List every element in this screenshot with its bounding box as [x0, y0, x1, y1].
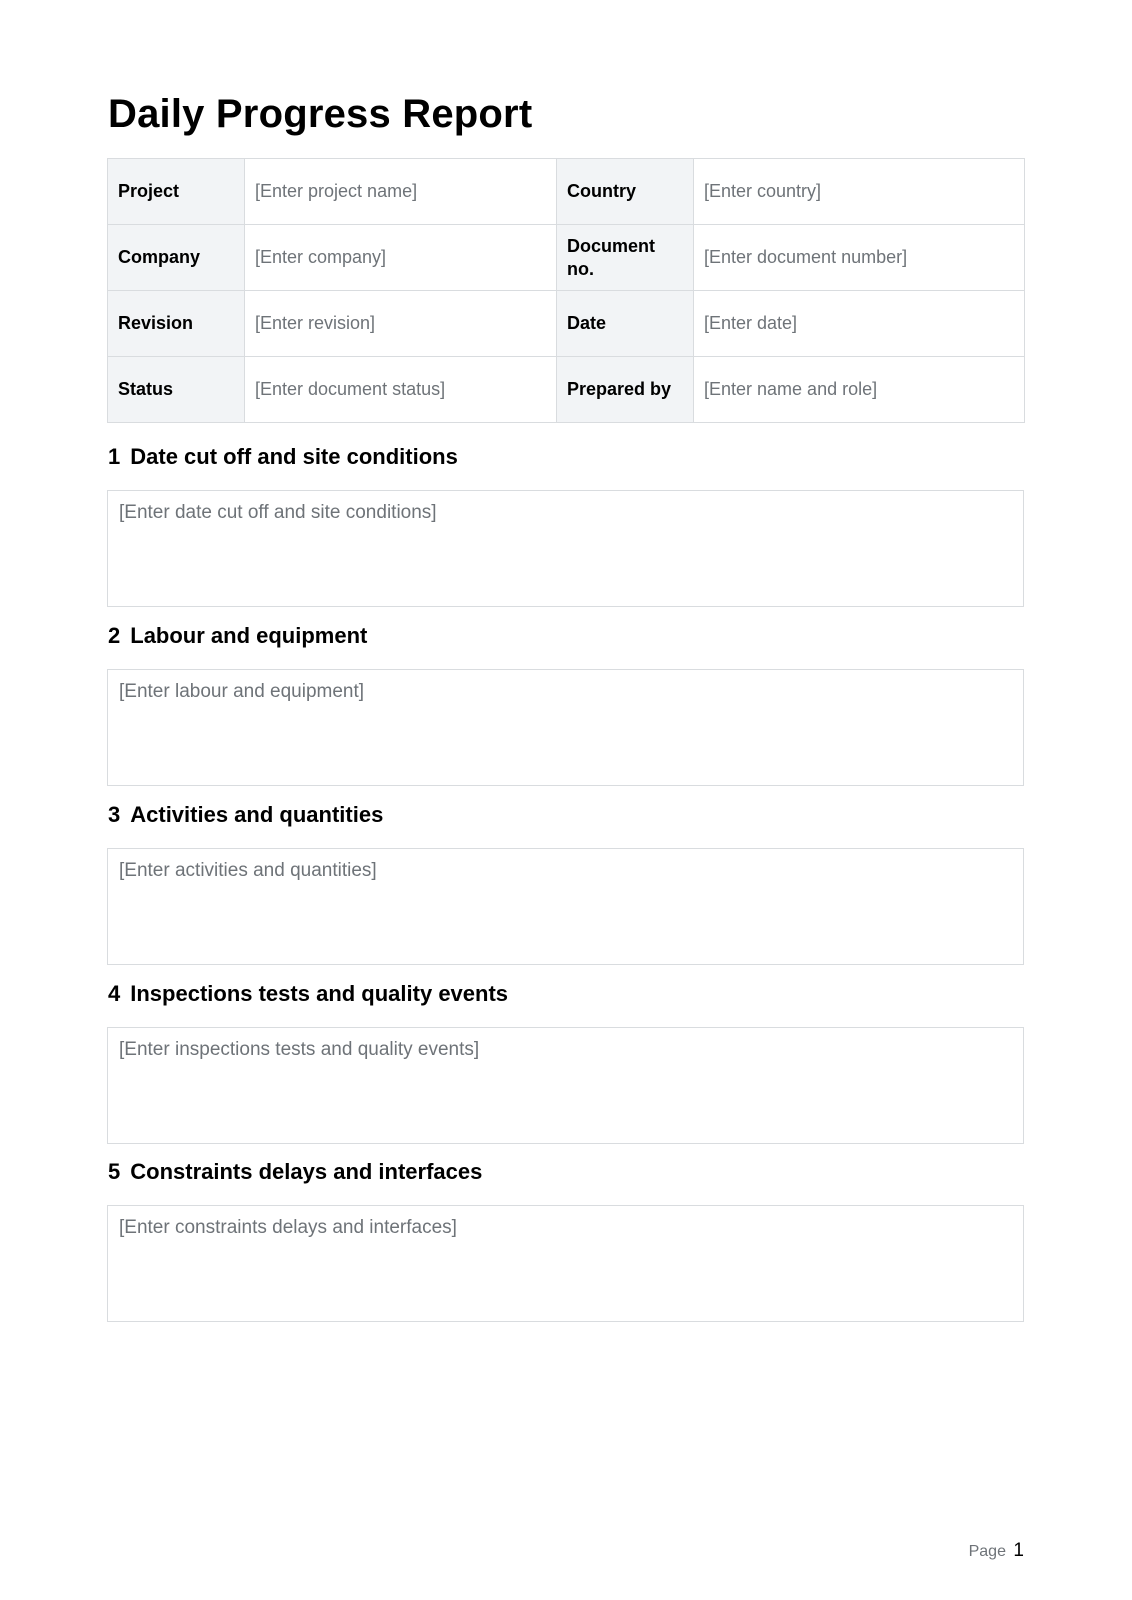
info-label-document-no: Document no. [557, 225, 694, 291]
info-label-revision: Revision [108, 291, 245, 357]
country-field[interactable]: [Enter country] [694, 159, 1025, 225]
site-conditions-field[interactable]: [Enter date cut off and site conditions] [107, 490, 1024, 607]
info-label-project: Project [108, 159, 245, 225]
section-title: Date cut off and site conditions [130, 444, 458, 469]
info-row-status [108, 357, 1025, 423]
constraints-delays-field[interactable]: [Enter constraints delays and interfaces] [107, 1205, 1024, 1322]
labour-equipment-field[interactable]: [Enter labour and equipment] [107, 669, 1024, 786]
info-label-prepared-by: Prepared by [557, 357, 694, 423]
inspections-quality-field[interactable]: [Enter inspections tests and quality events] [107, 1027, 1024, 1144]
section-heading-constraints-delays [108, 1158, 482, 1186]
section-number: 5 [108, 1159, 121, 1184]
info-row-project [108, 159, 1025, 225]
document-title: Daily Progress Report [108, 92, 533, 136]
section-title: Inspections tests and quality events [130, 981, 509, 1006]
prepared-by-field[interactable]: [Enter name and role] [694, 357, 1025, 423]
section-number: 3 [108, 802, 121, 827]
section-title: Labour and equipment [130, 623, 368, 648]
company-field[interactable]: [Enter company] [245, 225, 557, 291]
activities-quantities-field[interactable]: [Enter activities and quantities] [107, 848, 1024, 965]
section-heading-inspections-quality [108, 980, 508, 1008]
info-label-status: Status [108, 357, 245, 423]
section-number: 1 [108, 444, 121, 469]
info-row-revision [108, 291, 1025, 357]
document-info-table [107, 158, 1025, 423]
date-field[interactable]: [Enter date] [694, 291, 1025, 357]
section-title: Constraints delays and interfaces [130, 1159, 483, 1184]
info-label-country: Country [557, 159, 694, 225]
page-number: 1 [1013, 1540, 1024, 1561]
info-label-company: Company [108, 225, 245, 291]
section-title: Activities and quantities [130, 802, 384, 827]
document-number-field[interactable]: [Enter document number] [694, 225, 1025, 291]
section-number: 4 [108, 981, 121, 1006]
section-number: 2 [108, 623, 121, 648]
document-status-field[interactable]: [Enter document status] [245, 357, 557, 423]
revision-field[interactable]: [Enter revision] [245, 291, 557, 357]
section-heading-activities-quantities [108, 801, 383, 829]
info-row-company [108, 225, 1025, 291]
info-label-date: Date [557, 291, 694, 357]
project-name-field[interactable]: [Enter project name] [245, 159, 557, 225]
page-footer [969, 1540, 1024, 1562]
page-label: Page [968, 1543, 1006, 1560]
section-heading-labour-equipment [108, 622, 367, 650]
section-heading-site-conditions [108, 443, 458, 471]
